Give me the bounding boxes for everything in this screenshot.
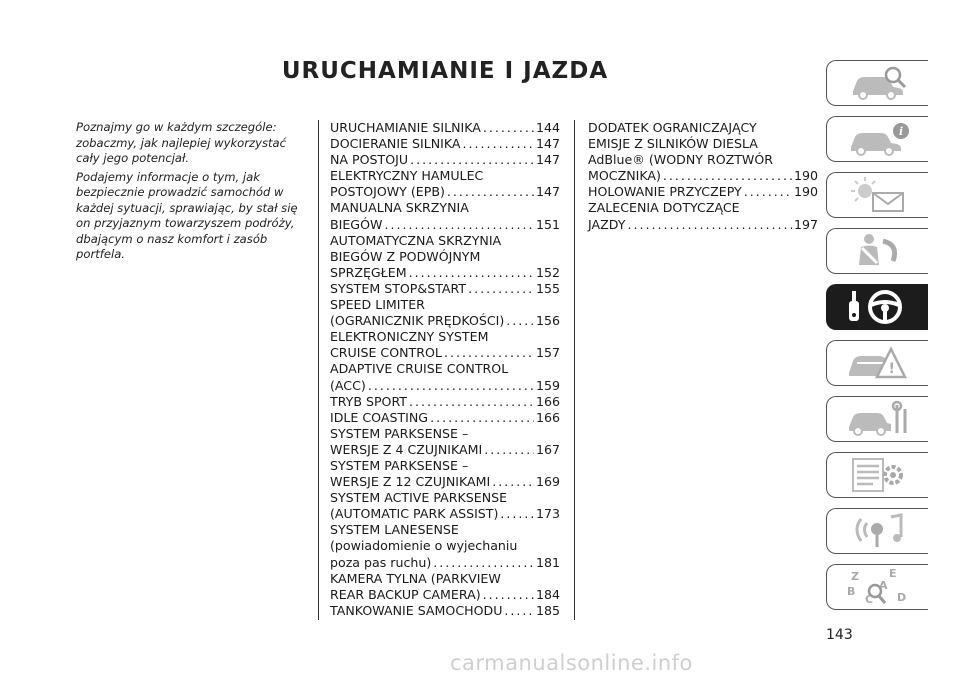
toc-page-number: 155 xyxy=(535,280,560,296)
toc-entry-title: SYSTEM STOP&START xyxy=(330,280,467,296)
seatbelt-airbag-icon xyxy=(843,231,913,271)
tab-car-search[interactable] xyxy=(826,60,928,106)
toc-entry-title: BIEGÓW xyxy=(330,216,383,232)
toc-entry-link[interactable] xyxy=(330,281,560,297)
toc-entry-line: BIEGÓW Z PODWÓJNYM xyxy=(330,248,481,264)
intro-paragraph: Podajemy informacje o tym, jak bezpiecznie prowadzić samochód w każdej sytuacji, sprawiając, by stał się on przyjaznym towarzyszem podróży, dbającym o nasz komfort i zasób portfela. xyxy=(76,169,298,261)
car-info-icon xyxy=(843,119,913,159)
toc-entry-line: ZALECENIA DOTYCZĄCE xyxy=(588,200,740,216)
toc-entry-link[interactable] xyxy=(330,410,560,426)
toc-entry-title: CRUISE CONTROL xyxy=(330,345,442,361)
toc-entry-link[interactable] xyxy=(330,120,560,136)
toc-page-number: 157 xyxy=(535,345,560,361)
toc-entry xyxy=(330,120,560,136)
toc-entry xyxy=(330,571,560,603)
toc-entry-title: NA POSTOJU xyxy=(330,152,409,168)
toc-entry-title: WERSJE Z 4 CZUJNIKAMI xyxy=(330,441,483,457)
toc-entry-line: SYSTEM ACTIVE PARKSENSE xyxy=(330,490,508,506)
leader-dots xyxy=(461,136,534,152)
toc-page-number: 156 xyxy=(535,313,560,329)
leader-dots xyxy=(431,555,534,571)
toc-page-number: 151 xyxy=(535,216,560,232)
toc-page-number: 185 xyxy=(535,602,560,618)
toc-entry-line: AUTOMATYCZNA SKRZYNIA xyxy=(330,232,502,248)
toc-column-1 xyxy=(330,120,560,619)
toc-entry-line: SYSTEM PARKSENSE – xyxy=(330,425,469,441)
leader-dots xyxy=(661,168,792,184)
toc-page-number: 167 xyxy=(535,441,560,457)
toc-entry xyxy=(330,426,560,458)
leader-dots xyxy=(502,603,534,619)
toc-entry-line: EMISJE Z SILNIKÓW DIESLA xyxy=(588,136,758,152)
toc-entry-link[interactable] xyxy=(330,152,560,168)
toc-entry-title: URUCHAMIANIE SILNIKA xyxy=(330,120,481,135)
car-emergency-icon xyxy=(843,343,913,383)
toc-entry-line: (powiadomienie o wyjechaniu xyxy=(330,538,518,554)
toc-entry xyxy=(330,458,560,490)
toc-entry-title: (AUTOMATIC PARK ASSIST) xyxy=(330,506,499,522)
leader-dots xyxy=(490,474,534,490)
toc-entry xyxy=(330,233,560,281)
leader-dots xyxy=(481,587,534,603)
tab-letter: A xyxy=(878,579,888,592)
leader-dots xyxy=(625,217,792,233)
intro-text xyxy=(76,120,306,266)
tab-letter: E xyxy=(888,567,897,580)
toc-page-number: 159 xyxy=(535,377,560,393)
tab-car-emergency[interactable] xyxy=(826,340,928,386)
toc-entry-link[interactable] xyxy=(330,313,560,329)
toc-entry-line: MANUALNA SKRZYNIA xyxy=(330,200,469,216)
toc-entry-link[interactable] xyxy=(588,184,818,200)
toc-entry-link[interactable] xyxy=(330,136,560,152)
toc-entry-link[interactable] xyxy=(330,378,560,394)
leader-dots xyxy=(466,281,534,297)
toc-entry-title: POSTOJOWY (EPB) xyxy=(330,184,445,200)
toc-page-number: 173 xyxy=(535,506,560,522)
toc-entry-link[interactable] xyxy=(588,168,818,184)
toc-entry-line: KAMERA TYLNA (PARKVIEW xyxy=(330,570,501,586)
toc-entry xyxy=(330,603,560,619)
toc-entry-line: AdBlue® (WODNY ROZTWÓR xyxy=(588,152,774,168)
alphabetical-index-icon xyxy=(843,567,913,607)
tab-starting-driving[interactable] xyxy=(826,284,928,330)
toc-page-number: 144 xyxy=(535,120,560,135)
tab-warning-lights[interactable] xyxy=(826,172,928,218)
toc-entry-title: JAZDY xyxy=(588,216,626,232)
watermark: carmanualsonline.info xyxy=(450,651,693,675)
toc-entry xyxy=(330,168,560,200)
toc-entry xyxy=(330,394,560,410)
toc-entry xyxy=(330,281,560,297)
tab-seatbelt-airbag[interactable] xyxy=(826,228,928,274)
warning-lights-icon xyxy=(843,175,913,215)
tab-letter: B xyxy=(846,585,855,598)
toc-column-2 xyxy=(588,120,818,233)
toc-page-number: 197 xyxy=(793,216,818,232)
toc-entry xyxy=(330,329,560,361)
toc-entry-title: SPRZĘGŁEM xyxy=(330,264,407,280)
toc-entry xyxy=(330,136,560,152)
leader-dots xyxy=(366,378,534,394)
toc-entry-link[interactable] xyxy=(330,587,560,603)
leader-dots xyxy=(382,217,534,233)
tab-letter: C xyxy=(864,593,873,606)
toc-entry xyxy=(330,297,560,329)
toc-entry xyxy=(330,361,560,393)
toc-entry-line: SYSTEM LANESENSE xyxy=(330,522,459,538)
toc-page-number: 147 xyxy=(535,136,560,152)
leader-dots xyxy=(481,120,534,136)
toc-entry xyxy=(588,200,818,232)
toc-entry xyxy=(330,522,560,570)
leader-dots xyxy=(504,313,534,329)
toc-entry-link[interactable] xyxy=(330,184,560,200)
leader-dots xyxy=(445,184,534,200)
car-search-icon xyxy=(843,63,913,103)
page-number: 143 xyxy=(826,627,853,643)
toc-entry xyxy=(588,184,818,200)
toc-entry-title: REAR BACKUP CAMERA) xyxy=(330,586,481,602)
toc-page-number: 190 xyxy=(793,184,818,200)
toc-entry-line: SYSTEM PARKSENSE – xyxy=(330,457,469,473)
toc-entry xyxy=(330,152,560,168)
toc-entry xyxy=(330,490,560,522)
intro-paragraph: Poznajmy go w każdym szczególe: zobaczmy, jak najlepiej wykorzystać cały jego potencjał. xyxy=(76,120,287,165)
leader-dots xyxy=(428,410,534,426)
leader-dots xyxy=(407,265,534,281)
toc-page-number: 152 xyxy=(535,264,560,280)
tab-car-service[interactable] xyxy=(826,396,928,442)
toc-entry-link[interactable] xyxy=(330,474,560,490)
column-divider xyxy=(318,120,319,620)
toc-entry-link[interactable] xyxy=(330,394,560,410)
toc-page-number: 169 xyxy=(535,474,560,490)
tab-multimedia[interactable] xyxy=(826,508,928,554)
toc-page-number: 166 xyxy=(535,393,560,409)
toc-entry-link[interactable] xyxy=(330,442,560,458)
leader-dots xyxy=(482,442,534,458)
toc-page-number: 190 xyxy=(793,168,818,184)
toc-entry-link[interactable] xyxy=(330,345,560,361)
toc-entry-title: MOCZNIKA) xyxy=(588,168,661,184)
toc-entry-title: DOCIERANIE SILNIKA xyxy=(330,136,461,152)
toc-entry-title: WERSJE Z 12 CZUJNIKAMI xyxy=(330,474,491,490)
toc-page-number: 147 xyxy=(535,184,560,200)
multimedia-icon xyxy=(843,511,913,551)
svg-text:i: i xyxy=(898,125,903,138)
toc-entry-link[interactable] xyxy=(330,265,560,281)
tab-alphabetical-index[interactable] xyxy=(826,564,928,610)
toc-entry xyxy=(330,200,560,232)
leader-dots xyxy=(498,506,534,522)
page-title: URUCHAMIANIE I JAZDA xyxy=(281,58,609,84)
svg-text:!: ! xyxy=(888,361,895,377)
toc-page-number: 166 xyxy=(535,409,560,425)
toc-entry-line: ELEKTRYCZNY HAMULEC xyxy=(330,168,484,184)
key-steering-wheel-icon xyxy=(843,287,913,327)
toc-page-number: 184 xyxy=(535,586,560,602)
toc-page-number: 181 xyxy=(535,554,560,570)
toc-entry-link[interactable] xyxy=(330,506,560,522)
toc-entry-link[interactable] xyxy=(330,217,560,233)
toc-entry-title: poza pas ruchu) xyxy=(330,554,432,570)
toc-entry-link[interactable] xyxy=(588,217,818,233)
tab-technical-data[interactable] xyxy=(826,452,928,498)
toc-entry-title: IDLE COASTING xyxy=(330,409,429,425)
tab-letter: Z xyxy=(850,570,859,583)
toc-entry-line: ELEKTRONICZNY SYSTEM xyxy=(330,329,489,345)
car-service-tools-icon xyxy=(843,399,913,439)
column-divider xyxy=(574,120,575,620)
leader-dots xyxy=(742,184,792,200)
toc-entry-link[interactable] xyxy=(330,555,560,571)
toc-entry-line: ADAPTIVE CRUISE CONTROL xyxy=(330,361,509,377)
toc-entry-link[interactable] xyxy=(330,603,560,619)
leader-dots xyxy=(442,345,534,361)
toc-entry-title: (ACC) xyxy=(330,377,366,393)
toc-entry-title: HOLOWANIE PRZYCZEPY xyxy=(588,184,742,200)
leader-dots xyxy=(408,152,534,168)
toc-entry-line: DODATEK OGRANICZAJĄCY xyxy=(588,120,757,135)
leader-dots xyxy=(407,394,534,410)
tab-letter: D xyxy=(896,591,906,604)
toc-entry-title: (OGRANICZNIK PRĘDKOŚCI) xyxy=(330,313,505,329)
toc-entry-line: SPEED LIMITER xyxy=(330,297,425,313)
toc-page-number: 147 xyxy=(535,152,560,168)
technical-data-icon xyxy=(843,455,913,495)
toc-entry-title: TRYB SPORT xyxy=(330,393,408,409)
toc-entry-title: TANKOWANIE SAMOCHODU xyxy=(330,602,503,618)
tab-car-info[interactable] xyxy=(826,116,928,162)
toc-entry xyxy=(330,410,560,426)
toc-entry xyxy=(588,120,818,184)
